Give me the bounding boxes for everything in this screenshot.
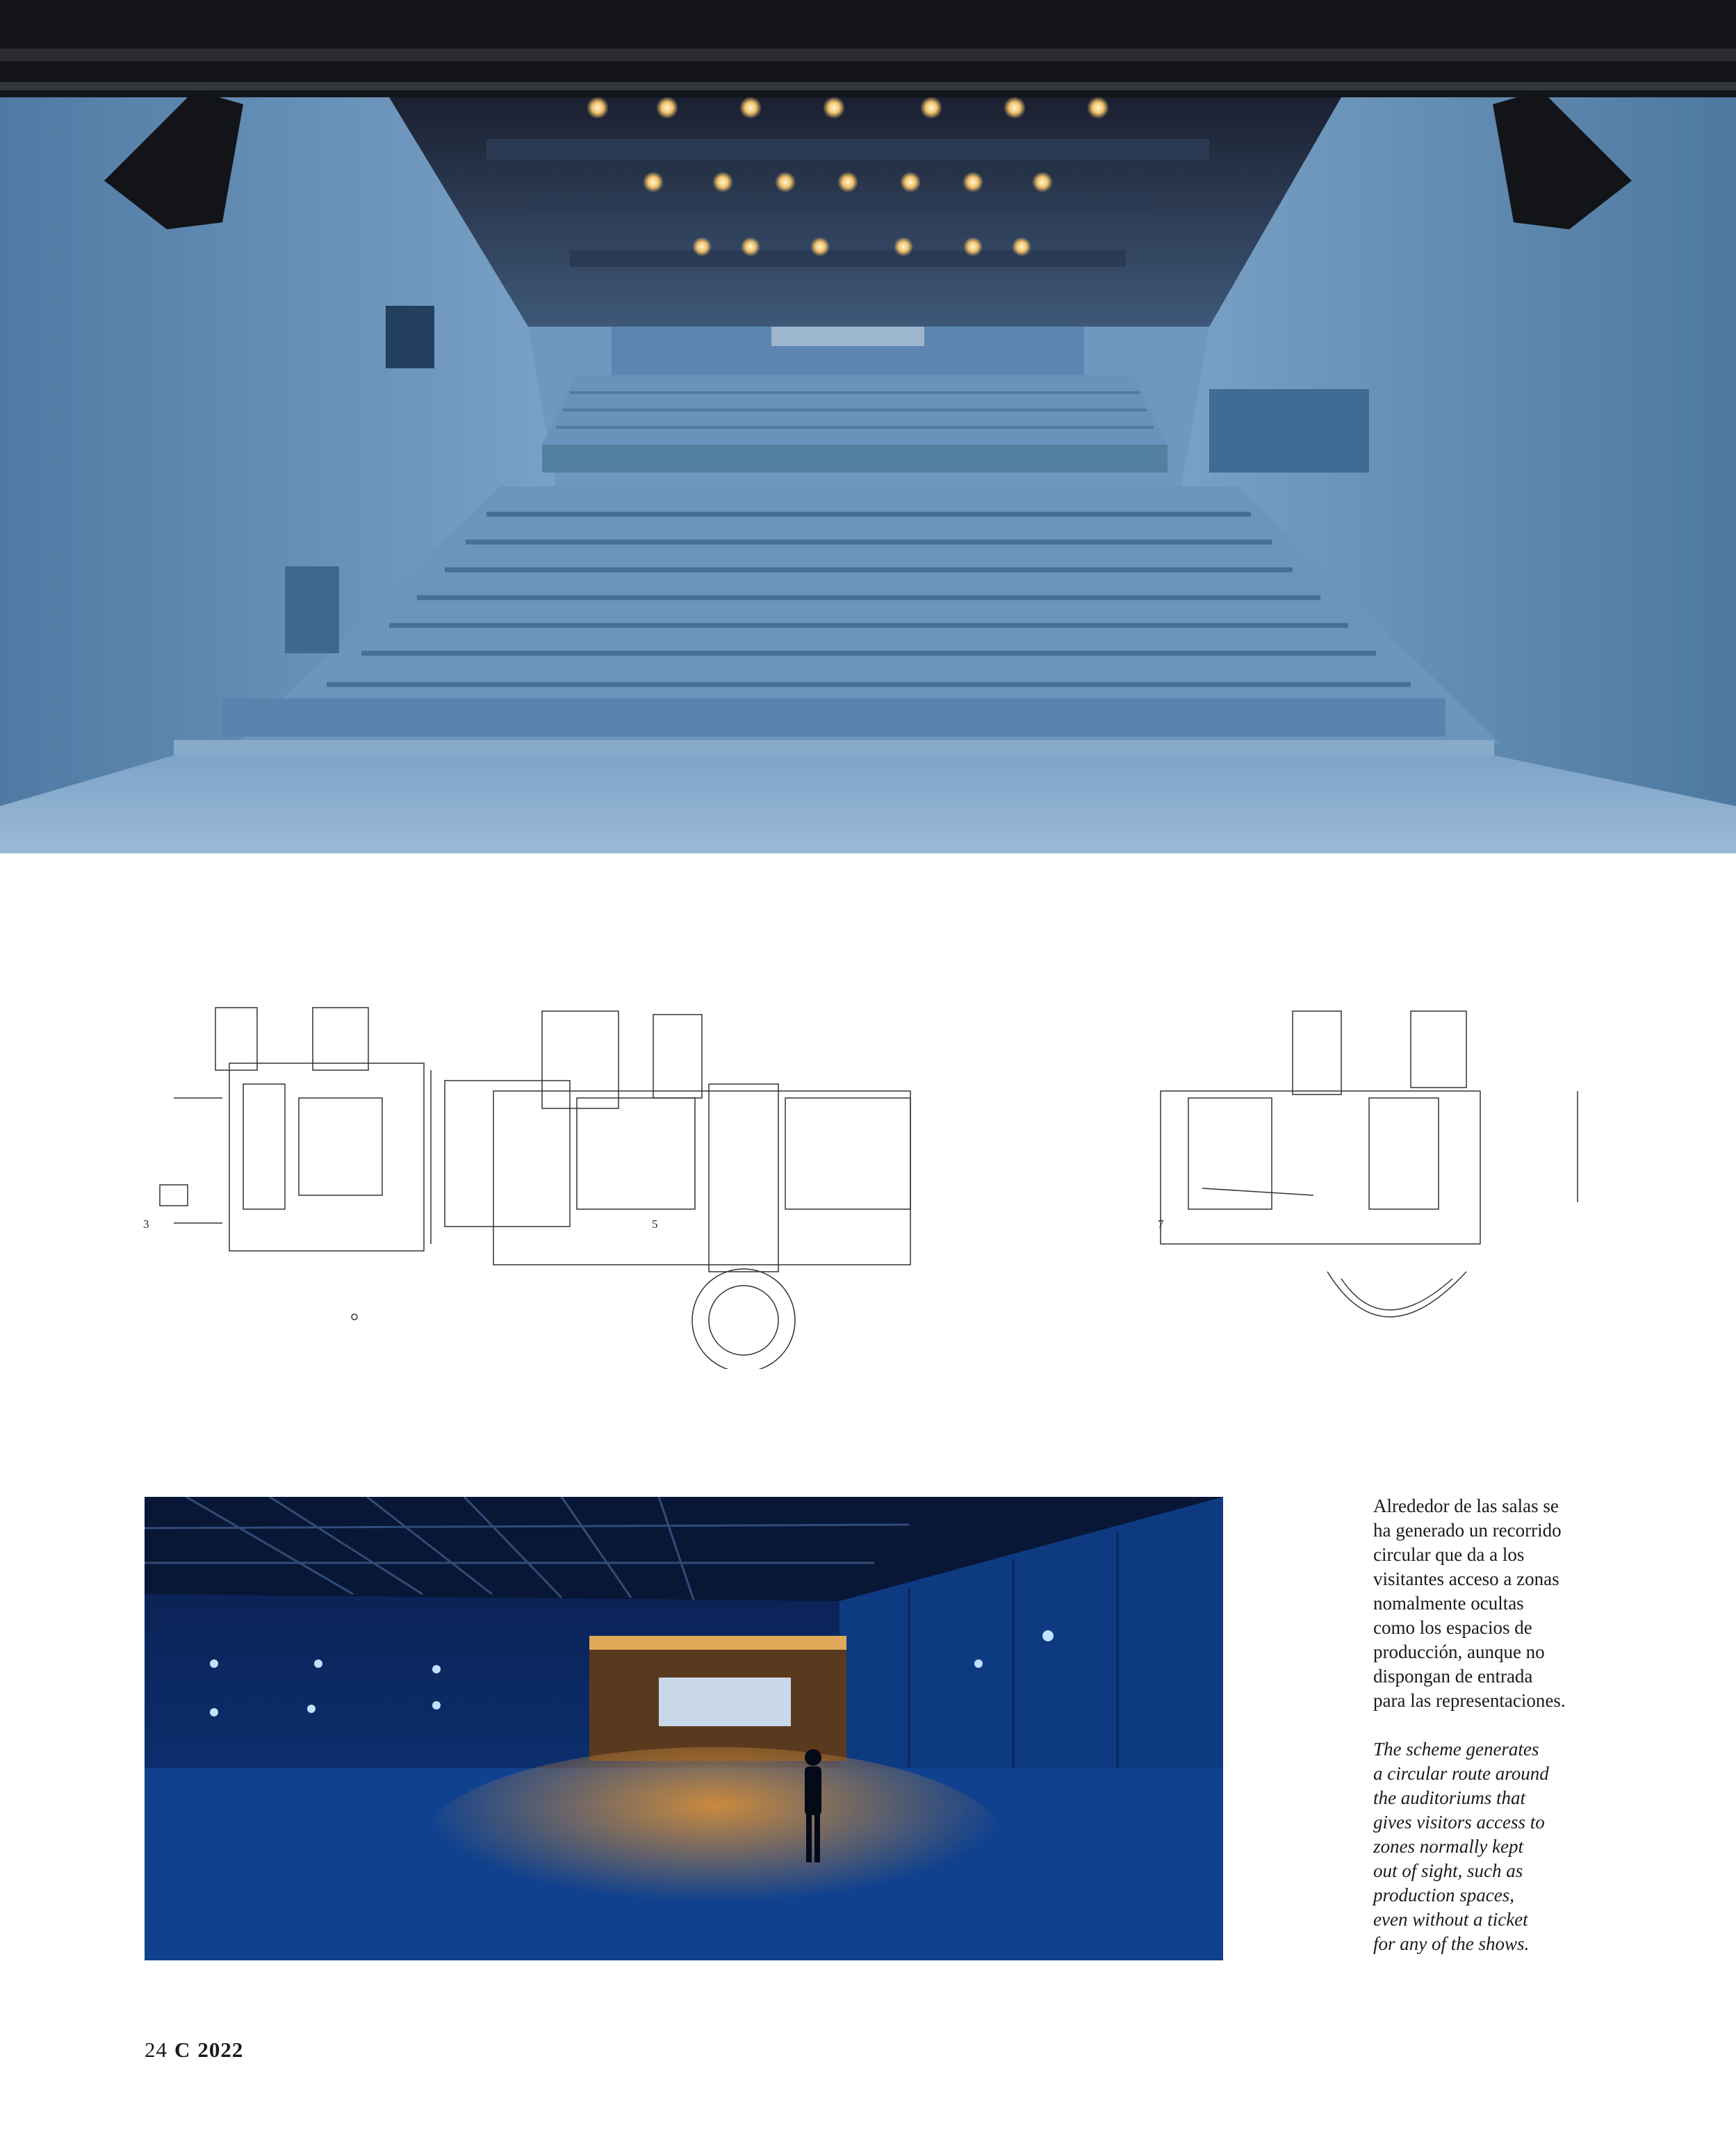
plans-svg (132, 994, 1612, 1369)
page-number: 24 (145, 2038, 167, 2062)
caption-spanish: Alrededor de las salas se ha generado un recorrido circular que da a los visitantes acceso a zonas nomalmente ocultas como los espacios de producción, aunque no dispongan de entrada para las representaciones. (1373, 1495, 1566, 1711)
plan-number-5: 5 (652, 1218, 658, 1231)
page-footer (145, 2038, 250, 2063)
plan-number-7: 7 (1158, 1218, 1164, 1231)
caption-english: The scheme generates a circular route around the auditoriums that gives visitors access to zones normally kept out of sight, such as production spaces, even without a ticket for any of the shows. (1373, 1739, 1549, 1954)
backstage-illustration (145, 1497, 1223, 1960)
plan-number-3: 3 (143, 1218, 149, 1231)
hero-photo-auditorium (0, 0, 1736, 853)
floor-plan-level-3-icon (160, 1008, 431, 1320)
floor-plan-level-5-icon (445, 1011, 910, 1369)
floor-plan-level-7-icon (1161, 1011, 1578, 1317)
auditorium-illustration (0, 0, 1736, 853)
caption-block (1373, 1494, 1603, 1956)
magazine-year: 2022 (197, 2038, 244, 2062)
floor-plans (132, 994, 1612, 1369)
magazine-letter: C (174, 2038, 191, 2062)
backstage-photo (145, 1497, 1223, 1960)
